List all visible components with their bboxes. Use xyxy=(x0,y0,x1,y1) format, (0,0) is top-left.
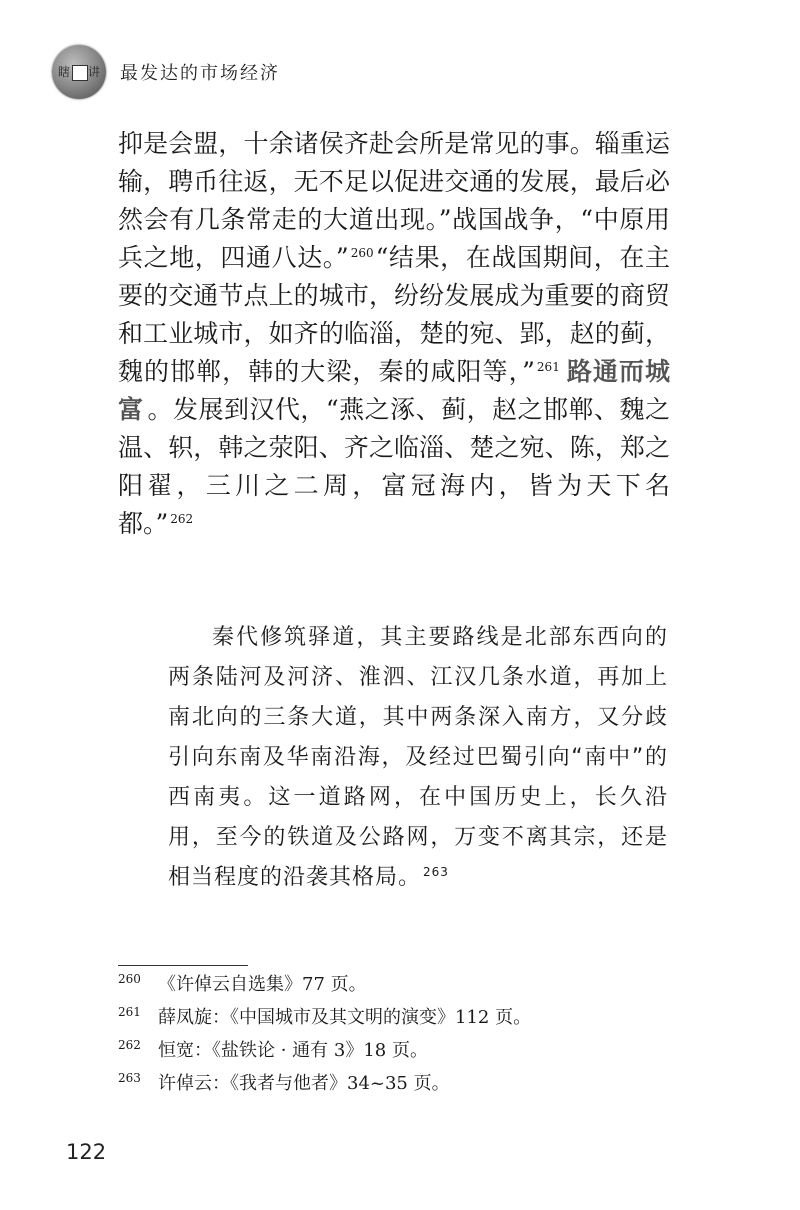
coin-char-left: 瞎 xyxy=(58,65,71,79)
body-paragraph xyxy=(118,125,670,543)
highlight-phrase: 路通而城富 xyxy=(118,357,670,424)
block-quote-body: 秦代修筑驿道，其主要路线是北部东西向的两条陆河及河济、淮泗、江汉几条水道，再加上南北向的三条大道，其中两条深入南方，又分歧引向东南及华南沿海，及经过巴蜀引向“南中”的西南夷。这一道路网，在中国历史上，长久沿用，至今的铁道及公路网，万变不离其宗，还是相当程度的沿袭其格局。 xyxy=(168,625,668,890)
footnote-item xyxy=(118,1069,678,1102)
running-header xyxy=(52,44,280,100)
footnote-ref-263: 263 xyxy=(423,864,449,879)
footnote-text: 薛凤旋：《中国城市及其文明的演变》112 页。 xyxy=(158,1007,532,1028)
footnote-number: 260 xyxy=(118,972,141,986)
running-title: 最发达的市场经济 xyxy=(120,63,280,84)
footnote-item xyxy=(118,1003,678,1036)
footnote-text: 恒宽：《盐铁论 · 通有 3》18 页。 xyxy=(158,1040,428,1061)
footnote-divider xyxy=(118,965,248,966)
coin-hole xyxy=(72,65,88,81)
body-segment-2: “结果，在战国期间，在主要的交通节点上的城市，纷纷发展成为重要的商贸和工业城市，如齐的临淄，楚的宛、郢，赵的蓟，魏的邯郸，韩的大梁，秦的咸阳等，” xyxy=(118,243,670,386)
page-number: 122 xyxy=(66,1140,107,1164)
block-quote-text xyxy=(168,618,668,898)
footnote-ref-260: 260 xyxy=(350,245,374,260)
coin-char-right: 讲 xyxy=(87,65,100,79)
body-segment-3: 。发展到汉代，“燕之涿、蓟，赵之邯郸、魏之温、轵，韩之荥阳、齐之临淄、楚之宛、陈，郑之阳翟，三川之二周，富冠海内，皆为天下名都。” xyxy=(118,395,670,538)
block-quote xyxy=(168,618,668,898)
footnote-ref-262: 262 xyxy=(170,511,194,526)
body-segment-1: 抑是会盟，十余诸侯齐赴会所是常见的事。辎重运输，聘币往返，无不足以促进交通的发展，最后必然会有几条常走的大道出现。”战国战争，“中原用兵之地，四通八达。” xyxy=(118,129,670,272)
footnote-number: 263 xyxy=(118,1071,141,1085)
footnote-item xyxy=(118,1036,678,1069)
footnote-number: 262 xyxy=(118,1038,141,1052)
footnotes xyxy=(118,970,678,1102)
coin-logo-icon xyxy=(52,45,106,99)
footnote-item xyxy=(118,970,678,1003)
footnote-text: 许倬云：《我者与他者》34~35 页。 xyxy=(158,1073,450,1094)
footnote-text: 《许倬云自选集》77 页。 xyxy=(158,974,367,995)
footnote-ref-261: 261 xyxy=(536,359,560,374)
body-paragraph-text xyxy=(118,125,670,543)
footnote-number: 261 xyxy=(118,1005,141,1019)
